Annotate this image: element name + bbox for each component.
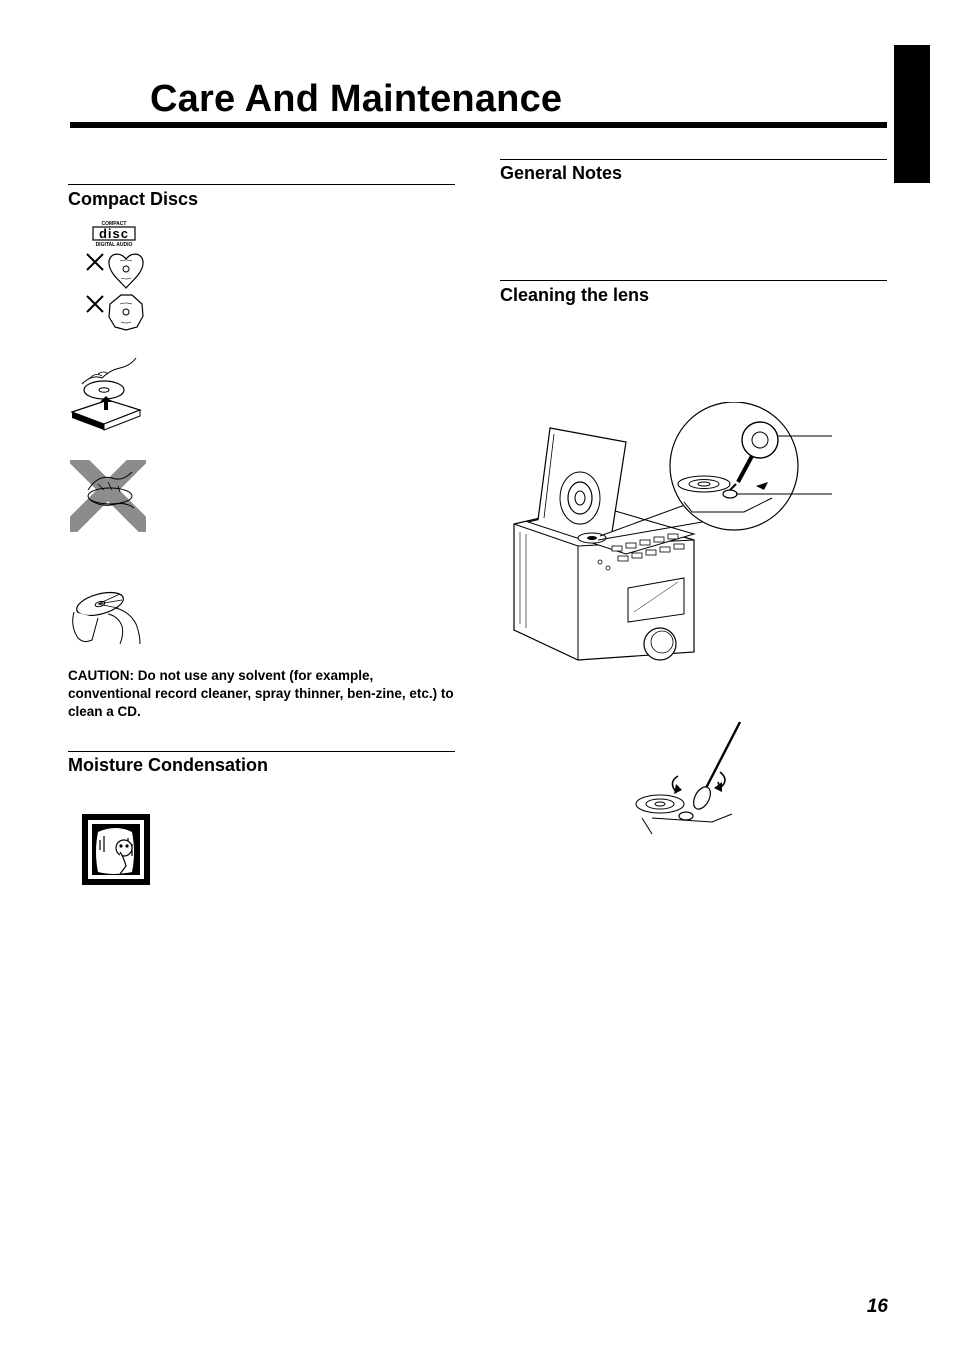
cleaning-lens-heading: Cleaning the lens — [500, 285, 650, 305]
window-condensation-illustration — [82, 814, 150, 885]
caution-text: CAUTION: Do not use any solvent (for example, conventional record cleaner, spray thinner, ben-zine, etc.) to clean a CD. — [68, 668, 454, 719]
language-tab-marker — [894, 45, 930, 183]
title-rule — [70, 122, 887, 128]
compact-disc-logo — [90, 219, 138, 247]
page-title: Care And Maintenance — [150, 78, 563, 120]
moisture-condensation-heading: Moisture Condensation — [68, 755, 269, 775]
odd-shaped-disc-prohibited-illustration — [84, 292, 148, 332]
compact-discs-rule — [68, 184, 455, 185]
cotton-swab-cleaning-illustration — [632, 718, 748, 836]
logo-disc-text: disc — [98, 226, 130, 241]
cd-player-lens-illustration — [508, 402, 838, 664]
prohibited-cross-icon — [87, 296, 103, 312]
disc-removal-illustration — [68, 352, 144, 434]
prohibited-cross-icon — [87, 254, 103, 270]
large-cross-icon — [72, 462, 144, 526]
general-notes-rule — [500, 159, 887, 160]
page-number: 16 — [866, 1296, 888, 1317]
logo-top-text: COMPACT — [101, 221, 127, 227]
wiping-disc-illustration — [68, 578, 148, 646]
compact-discs-heading: Compact Discs — [68, 189, 199, 209]
wrong-handling-prohibited-illustration — [70, 460, 146, 532]
logo-bottom-text: DIGITAL AUDIO — [95, 242, 133, 247]
general-notes-heading: General Notes — [500, 163, 623, 183]
cleaning-lens-rule — [500, 280, 887, 281]
heart-shaped-disc-prohibited-illustration — [84, 250, 148, 290]
moisture-condensation-rule — [68, 751, 455, 752]
